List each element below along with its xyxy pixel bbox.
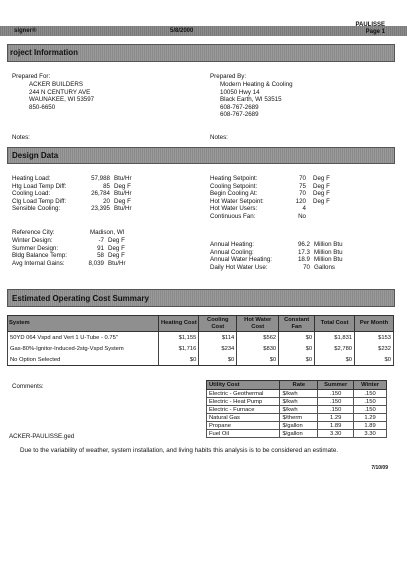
climate-row: Annual Cooling: 17.3 Million Btu xyxy=(210,248,343,256)
design-row: Heating Setpoint: 70 Deg F xyxy=(210,175,330,182)
prepared-for-line: 850-6650 xyxy=(29,103,56,111)
design-data-bar xyxy=(7,147,395,164)
utility-cost-table xyxy=(206,380,387,438)
design-row: Begin Cooling At: 70 Deg F xyxy=(210,190,330,198)
project-info-title: roject Information xyxy=(10,48,79,57)
col-header: Utility Cost xyxy=(207,381,280,390)
prepared-by-label: Prepared By: xyxy=(210,73,247,80)
climate-row: Avg Internal Gains: 8,039 Btu/Hr xyxy=(12,259,126,267)
design-loads-left xyxy=(12,175,192,213)
notes-label-left: Notes: xyxy=(12,134,30,141)
cost-summary-bar xyxy=(7,289,395,307)
col-header: Per Month xyxy=(355,316,394,332)
notes-label-right: Notes: xyxy=(210,134,228,141)
climate-row: Daily Hot Water Use: 70 Gallons xyxy=(210,263,335,271)
prepared-by-block xyxy=(210,73,246,81)
climate-row: Bldg Balance Temp: 58 Deg F xyxy=(12,252,125,260)
design-row: Cooling Setpoint: 75 Deg F xyxy=(210,182,330,190)
prepared-for-block xyxy=(12,73,50,81)
col-header: Total Cost xyxy=(315,316,355,332)
climate-row: Winter Design: -7 Deg F xyxy=(12,237,125,244)
header-date: 5/8/2000 xyxy=(170,28,194,34)
climate-row: Summer Design: 91 Deg F xyxy=(12,244,125,252)
project-info-bar xyxy=(7,44,395,62)
design-row: Heating Load: 57,988 Btu/Hr xyxy=(12,175,132,182)
table-row: Electric - Furnace $/kwh .150 .150 xyxy=(207,406,387,414)
header-strip xyxy=(0,26,407,36)
climate-row: Annual Water Heating: 18.9 Million Btu xyxy=(210,256,343,264)
app-name: signer® xyxy=(14,28,37,34)
prepared-by-address xyxy=(220,81,293,119)
prepared-by-line: Modern Heating & Cooling xyxy=(220,81,293,88)
prepared-by-line: 608-767-2689 xyxy=(220,111,259,119)
table-row: Propane $/gallon 1.89 1.89 xyxy=(207,422,387,430)
reference-city-value: Madison, WI xyxy=(90,229,125,236)
climate-row: Annual Heating: 96.2 Million Btu xyxy=(210,241,343,248)
design-row: Hot Water Users: 4 xyxy=(210,205,306,213)
design-row: Clg Load Temp Diff: 20 Deg F xyxy=(12,197,131,205)
climate-right xyxy=(210,241,395,271)
comments-label: Comments: xyxy=(12,383,44,390)
filename-label: ACKER-PAULISSE.ged xyxy=(9,433,75,440)
cost-table-header xyxy=(8,316,394,332)
prepared-by-line: 608-767-2689 xyxy=(220,103,259,111)
table-row: Gas-80%-Ignitor-Induced-2stg-Vspd System $1,716 $234 $830 $0 $2,780 $232 xyxy=(8,343,394,354)
col-header: System xyxy=(8,316,159,332)
table-row: Fuel Oil $/gallon 3.30 3.30 xyxy=(207,430,387,438)
cost-table xyxy=(7,315,394,366)
footer-date: 7/10/09 xyxy=(371,465,388,471)
table-row: Natural Gas $/therm 1.29 1.29 xyxy=(207,414,387,422)
prepared-for-label: Prepared For: xyxy=(12,73,51,80)
header-project: PAULISSE xyxy=(355,22,385,28)
climate-left xyxy=(12,237,192,267)
col-header: Winter xyxy=(354,381,387,390)
table-row: 50YD 064 Vspd and Vert 1 U-Tube - 0.75" $1,155 $114 $562 $0 $1,831 $153 xyxy=(8,332,394,344)
prepared-for-line: ACKER BUILDERS xyxy=(29,81,83,88)
design-row: Hot Water Setpoint: 120 Deg F xyxy=(210,197,330,205)
design-row: Cooling Load: 26,784 Btu/Hr xyxy=(12,190,132,198)
col-header: Heating Cost xyxy=(159,316,199,332)
design-row: Htg Load Temp Diff: 85 Deg F xyxy=(12,182,131,190)
col-header: Cooling Cost xyxy=(199,316,237,332)
prepared-by-line: Black Earth, WI 53515 xyxy=(220,96,282,104)
col-header: Constant Fan xyxy=(279,316,315,332)
prepared-for-line: WAUNAKEE, WI 53597 xyxy=(29,96,95,104)
col-header: Summer xyxy=(318,381,354,390)
table-row: Electric - Heat Pump $/kwh .150 .150 xyxy=(207,398,387,406)
prepared-by-line: 10050 Hwy 14 xyxy=(220,88,260,96)
cost-summary-title: Estimated Operating Cost Summary xyxy=(12,294,149,303)
design-row: Sensible Cooling: 23,395 Btu/Hr xyxy=(12,205,132,213)
reference-city-row xyxy=(12,229,202,237)
table-row: Electric - Geothermal $/kwh .150 .150 xyxy=(207,390,387,398)
design-row: Continuous Fan: No xyxy=(210,212,306,220)
prepared-for-address xyxy=(29,81,94,111)
col-header: Rate xyxy=(280,381,318,390)
header-page: Page 1 xyxy=(365,29,385,35)
utility-table-header xyxy=(207,381,387,390)
design-setpoints-right xyxy=(210,175,390,221)
design-data-title: Design Data xyxy=(12,151,59,160)
prepared-for-line: 244 N CENTURY AVE xyxy=(29,88,91,96)
table-row: No Option Selected $0 $0 $0 $0 $0 $0 xyxy=(8,354,394,366)
col-header: Hot Water Cost xyxy=(237,316,279,332)
disclaimer-text: Due to the variability of weather, system installation, and living habits this analysis is to be considered an estimate. xyxy=(20,447,339,454)
reference-city-label: Reference City: xyxy=(12,229,55,236)
